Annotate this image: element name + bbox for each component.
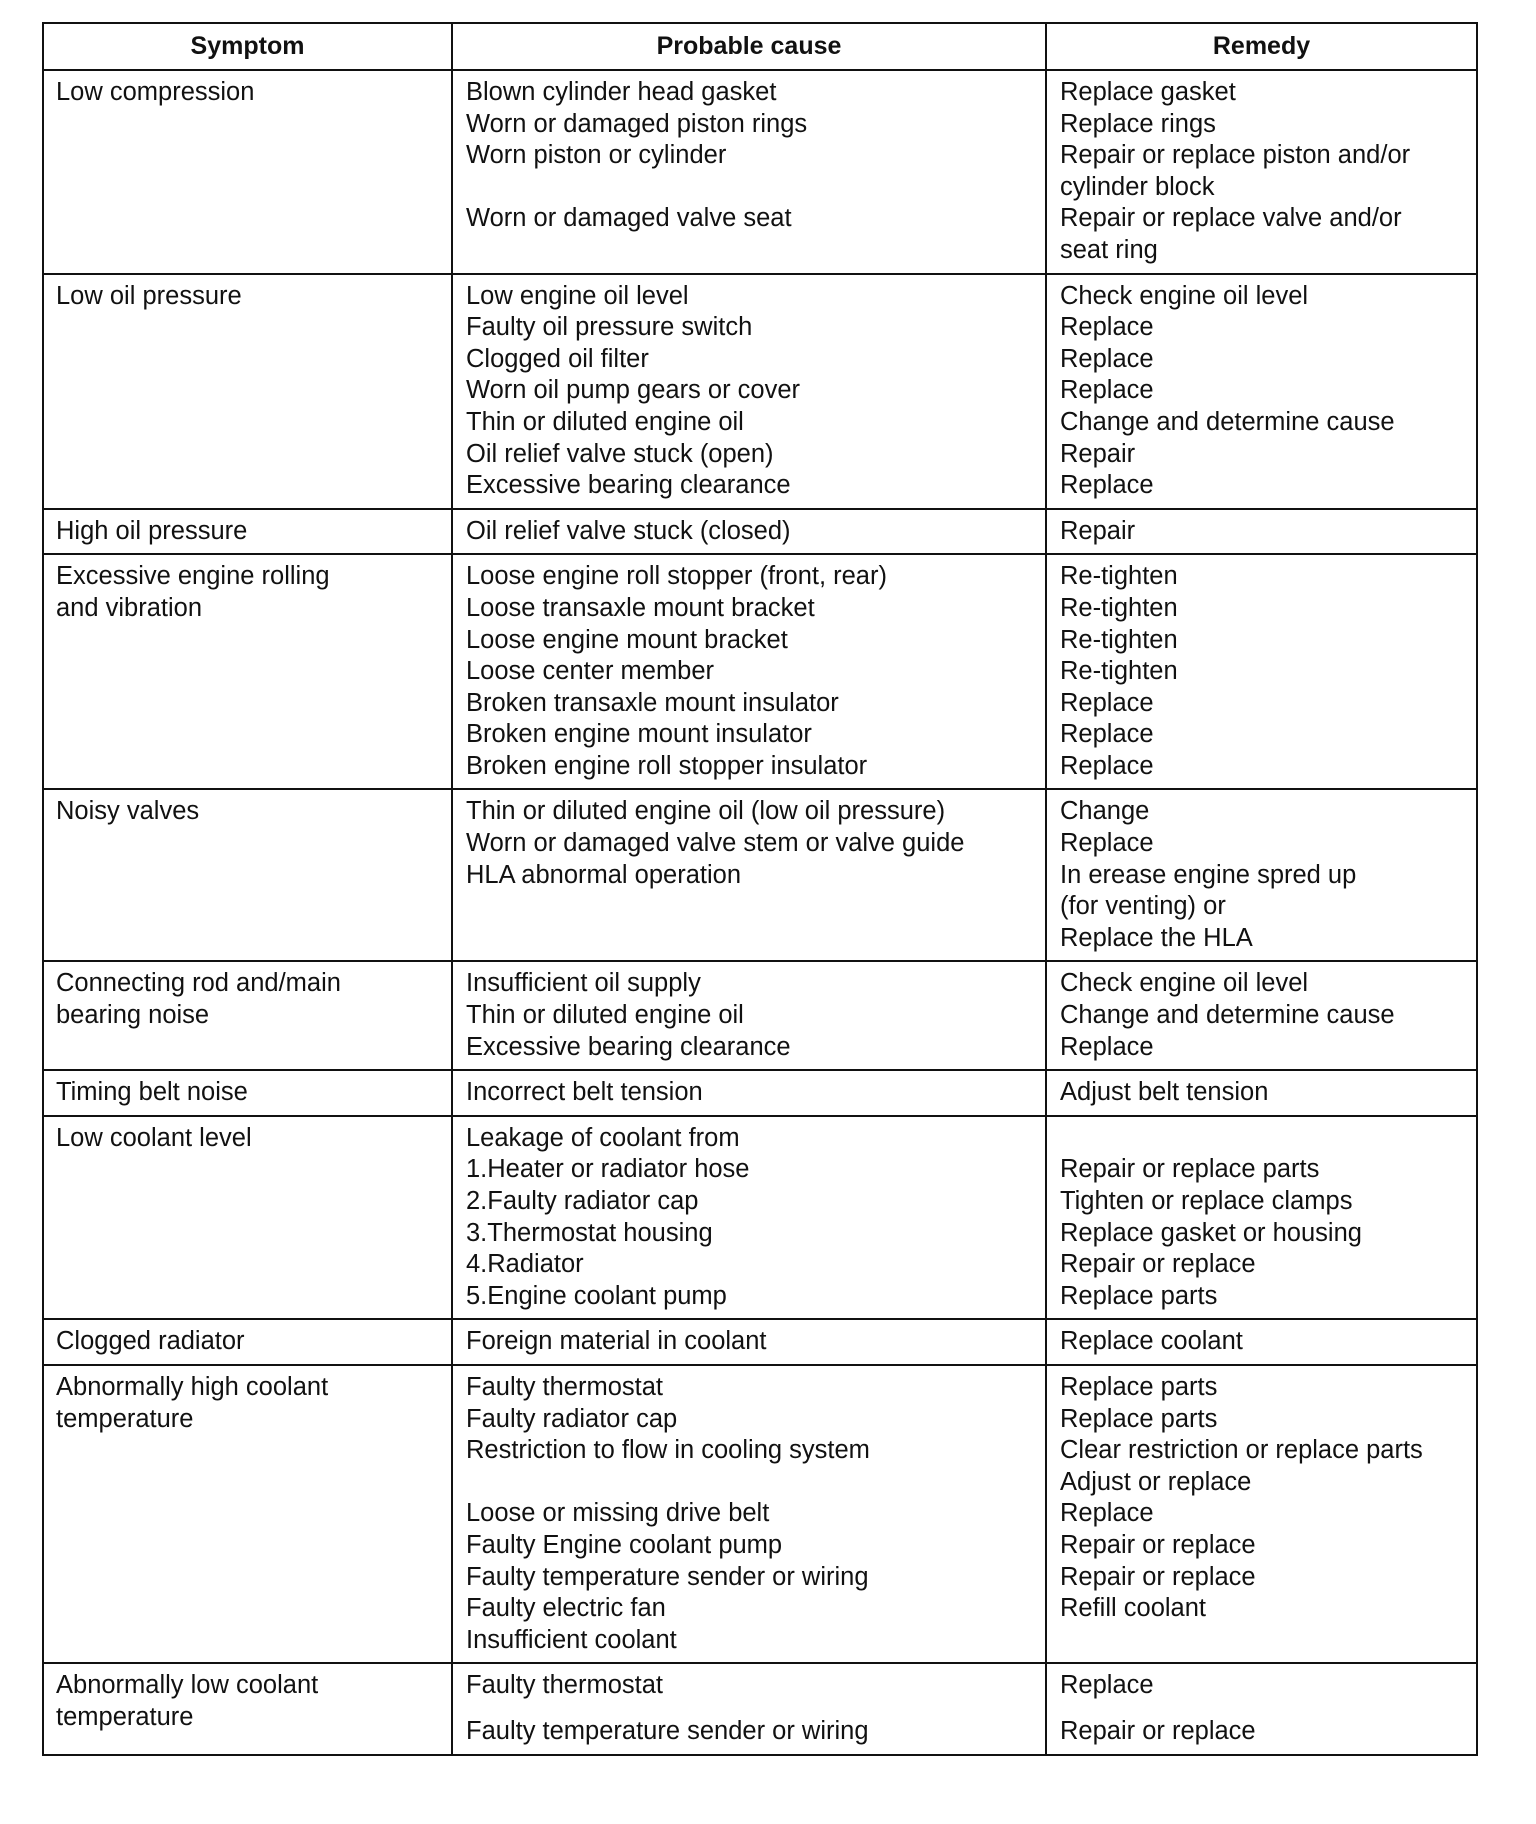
remedy-line: Replace	[1060, 376, 1154, 405]
cause-line: Broken engine mount insulator	[466, 720, 812, 749]
cause-line: Faulty Engine coolant pump	[466, 1530, 783, 1559]
remedy-cell	[1046, 1070, 1477, 1116]
table-row	[43, 554, 1477, 789]
cause-line: HLA abnormal operation	[466, 860, 742, 889]
symptom-cell	[43, 1116, 452, 1320]
remedy-line: Replace parts	[1060, 1404, 1218, 1433]
cause-line-blank	[466, 172, 1037, 204]
cause-line: 1.Heater or radiator hose	[466, 1155, 750, 1184]
remedy-line: Repair or replace	[1060, 1562, 1256, 1591]
symptom-line: Abnormally high coolant	[56, 1372, 329, 1401]
cause-cell	[452, 70, 1046, 274]
cause-line: Low engine oil level	[466, 281, 689, 310]
symptom-cell	[43, 70, 452, 274]
symptom-line: temperature	[56, 1404, 194, 1433]
table-row	[43, 1116, 1477, 1320]
cause-line: 2.Faulty radiator cap	[466, 1187, 699, 1215]
symptom-cell	[43, 509, 452, 555]
cause-line: Restriction to flow in cooling system	[466, 1436, 870, 1465]
remedy-line: Repair	[1060, 516, 1136, 545]
table-row	[43, 789, 1477, 961]
remedy-line: Replace rings	[1060, 109, 1216, 138]
cause-line: Incorrect belt tension	[466, 1078, 703, 1107]
header-row	[43, 23, 1477, 70]
remedy-cell	[1046, 961, 1477, 1070]
remedy-line: Repair or replace valve and/or	[1060, 204, 1402, 233]
symptom-cell	[43, 274, 452, 509]
remedy-line: Repair	[1060, 439, 1136, 468]
remedy-line: Replace	[1060, 1032, 1154, 1061]
remedy-line: Replace coolant	[1060, 1327, 1243, 1356]
table-row	[43, 1663, 1477, 1754]
symptom-line: Excessive engine rolling	[56, 562, 330, 591]
remedy-line: Replace	[1060, 751, 1154, 780]
remedy-cell	[1046, 1116, 1477, 1320]
symptom-cell	[43, 789, 452, 961]
remedy-line: Clear restriction or replace parts	[1060, 1436, 1423, 1465]
remedy-cell	[1046, 554, 1477, 789]
cause-line: Faulty oil pressure switch	[466, 313, 753, 342]
cause-line: Loose transaxle mount bracket	[466, 593, 815, 622]
troubleshooting-table	[42, 22, 1478, 1756]
cause-line: Leakage of coolant from	[466, 1123, 740, 1152]
remedy-line: seat ring	[1060, 235, 1158, 264]
cause-line: Thin or diluted engine oil (low oil pressure)	[466, 797, 946, 826]
symptom-cell	[43, 1319, 452, 1365]
symptom-line: Noisy valves	[56, 797, 200, 826]
remedy-line: Replace the HLA	[1060, 923, 1253, 952]
table-row	[43, 70, 1477, 274]
remedy-line: Re-tighten	[1060, 657, 1178, 686]
remedy-line: Replace	[1060, 720, 1154, 749]
cause-cell	[452, 1070, 1046, 1116]
cause-line: 5.Engine coolant pump	[466, 1281, 727, 1310]
symptom-line: and vibration	[56, 593, 203, 622]
cause-line: Broken transaxle mount insulator	[466, 688, 839, 717]
symptom-line: Clogged radiator	[56, 1327, 245, 1356]
cause-line: Worn oil pump gears or cover	[466, 376, 801, 405]
remedy-line: Adjust belt tension	[1060, 1078, 1269, 1107]
symptom-line: High oil pressure	[56, 516, 248, 545]
header-probable-cause: Probable cause	[452, 23, 1046, 70]
cause-line: Foreign material in coolant	[466, 1327, 767, 1356]
remedy-cell	[1046, 70, 1477, 274]
table-row	[43, 1070, 1477, 1116]
cause-line: Thin or diluted engine oil	[466, 407, 744, 436]
symptom-cell	[43, 1365, 452, 1663]
remedy-line: Repair or replace	[1060, 1250, 1256, 1279]
remedy-line: Repair or replace piston and/or	[1060, 141, 1411, 170]
cause-cell	[452, 554, 1046, 789]
cause-line: Faulty temperature sender or wiring	[466, 1716, 869, 1745]
remedy-line: Replace	[1060, 1671, 1154, 1700]
cause-line: Oil relief valve stuck (closed)	[466, 516, 791, 545]
symptom-cell	[43, 961, 452, 1070]
cause-line: Worn piston or cylinder	[466, 141, 727, 170]
cause-line: Insufficient coolant	[466, 1625, 677, 1654]
remedy-line: Replace gasket	[1060, 78, 1236, 106]
cause-line: Thin or diluted engine oil	[466, 1001, 744, 1030]
cause-cell	[452, 1116, 1046, 1320]
cause-line: Faulty radiator cap	[466, 1404, 678, 1433]
cause-line: 4.Radiator	[466, 1250, 584, 1279]
remedy-line: Replace	[1060, 688, 1154, 717]
remedy-line: Replace parts	[1060, 1281, 1218, 1310]
table-body	[43, 70, 1477, 1755]
remedy-cell	[1046, 789, 1477, 961]
remedy-line: Repair or replace parts	[1060, 1155, 1320, 1184]
remedy-line: Change	[1060, 797, 1150, 826]
symptom-line: Connecting rod and/main	[56, 969, 341, 998]
cause-line: Faulty electric fan	[466, 1594, 666, 1623]
remedy-cell	[1046, 1365, 1477, 1663]
remedy-line: Re-tighten	[1060, 562, 1178, 591]
remedy-line: Replace	[1060, 829, 1154, 858]
cause-line: Loose or missing drive belt	[466, 1499, 770, 1528]
cause-line: Excessive bearing clearance	[466, 1032, 791, 1061]
symptom-line: Timing belt noise	[56, 1078, 248, 1107]
cause-line: Worn or damaged piston rings	[466, 109, 808, 138]
remedy-line: Replace	[1060, 1499, 1154, 1528]
remedy-line: Replace	[1060, 471, 1154, 500]
cause-cell	[452, 1365, 1046, 1663]
remedy-line: Replace gasket or housing	[1060, 1218, 1362, 1247]
cause-line: Loose center member	[466, 657, 715, 686]
symptom-line: Low compression	[56, 78, 255, 106]
remedy-line: Tighten or replace clamps	[1060, 1187, 1353, 1215]
remedy-line: Re-tighten	[1060, 593, 1178, 622]
cause-line: Faulty thermostat	[466, 1671, 663, 1700]
header-remedy: Remedy	[1046, 23, 1477, 70]
remedy-cell	[1046, 1319, 1477, 1365]
cause-line: Worn or damaged valve seat	[466, 204, 792, 233]
table-row	[43, 274, 1477, 509]
remedy-line: cylinder block	[1060, 172, 1215, 201]
cause-line: Faulty thermostat	[466, 1372, 663, 1401]
symptom-line: Low coolant level	[56, 1123, 252, 1152]
table-row	[43, 1319, 1477, 1365]
symptom-line: Abnormally low coolant	[56, 1671, 319, 1700]
header-symptom: Symptom	[43, 23, 452, 70]
cause-line: Loose engine mount bracket	[466, 625, 788, 654]
remedy-line: Change and determine cause	[1060, 1001, 1395, 1030]
remedy-cell	[1046, 1663, 1477, 1754]
cause-cell	[452, 274, 1046, 509]
cause-line: Insufficient oil supply	[466, 969, 701, 998]
remedy-line: Check engine oil level	[1060, 969, 1309, 998]
cause-cell	[452, 1663, 1046, 1754]
cause-line: Blown cylinder head gasket	[466, 78, 777, 106]
cause-line-blank	[466, 1467, 1037, 1499]
remedy-line: Re-tighten	[1060, 625, 1178, 654]
remedy-line: In erease engine spred up	[1060, 860, 1357, 889]
remedy-line-blank	[1060, 1123, 1468, 1155]
symptom-line: Low oil pressure	[56, 281, 242, 310]
cause-cell	[452, 961, 1046, 1070]
cause-line: Clogged oil filter	[466, 344, 649, 373]
cause-line: Loose engine roll stopper (front, rear)	[466, 562, 887, 591]
symptom-line: temperature	[56, 1702, 194, 1731]
remedy-line: Replace parts	[1060, 1372, 1218, 1401]
remedy-line: Refill coolant	[1060, 1594, 1206, 1623]
table-row	[43, 1365, 1477, 1663]
remedy-line: Repair or replace	[1060, 1716, 1256, 1745]
remedy-line: Replace	[1060, 313, 1154, 342]
table-header	[43, 23, 1477, 70]
table-row	[43, 961, 1477, 1070]
cause-cell	[452, 509, 1046, 555]
remedy-cell	[1046, 274, 1477, 509]
symptom-cell	[43, 1070, 452, 1116]
cause-line: Broken engine roll stopper insulator	[466, 751, 868, 780]
cause-cell	[452, 789, 1046, 961]
remedy-line: Repair or replace	[1060, 1530, 1256, 1559]
cause-line: 3.Thermostat housing	[466, 1218, 713, 1247]
cause-line: Excessive bearing clearance	[466, 471, 791, 500]
symptom-cell	[43, 554, 452, 789]
cause-line: Worn or damaged valve stem or valve guide	[466, 829, 965, 858]
symptom-line: bearing noise	[56, 1001, 210, 1030]
remedy-line: (for venting) or	[1060, 892, 1226, 921]
cause-line: Oil relief valve stuck (open)	[466, 439, 774, 468]
remedy-cell	[1046, 509, 1477, 555]
cause-line: Faulty temperature sender or wiring	[466, 1562, 869, 1591]
symptom-cell	[43, 1663, 452, 1754]
remedy-line: Replace	[1060, 344, 1154, 373]
remedy-line: Check engine oil level	[1060, 281, 1309, 310]
remedy-line: Adjust or replace	[1060, 1467, 1252, 1496]
cause-cell	[452, 1319, 1046, 1365]
remedy-line: Change and determine cause	[1060, 407, 1395, 436]
table-row	[43, 509, 1477, 555]
